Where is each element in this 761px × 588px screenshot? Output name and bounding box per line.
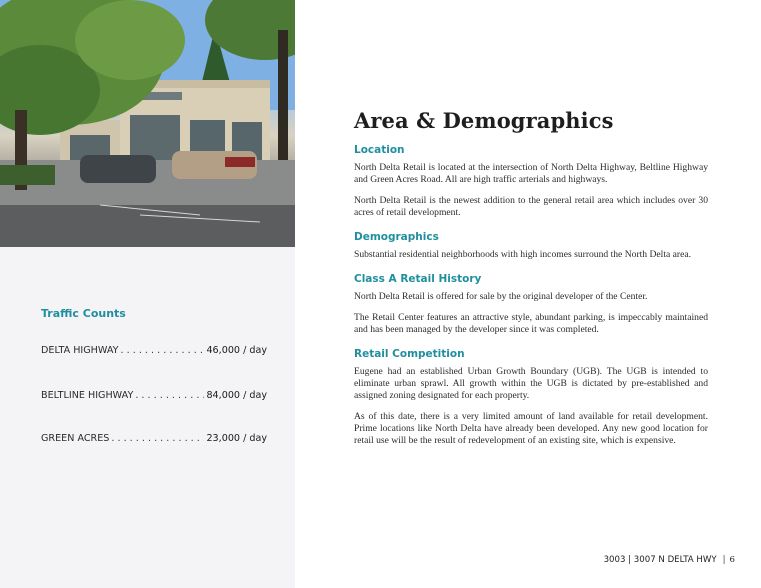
section-heading-demographics: Demographics	[354, 231, 439, 243]
dot-leader	[121, 345, 205, 356]
property-photo-illustration	[0, 0, 295, 247]
traffic-count-value: 46,000 / day	[206, 345, 267, 356]
section-heading-retail-competition: Retail Competition	[354, 348, 465, 360]
demographics-paragraph: Substantial residential neighborhoods with high incomes surround the North Delta area.	[354, 249, 692, 260]
traffic-row-green-acres	[41, 433, 267, 444]
section-heading-retail-history: Class A Retail History	[354, 273, 482, 285]
page-title: Area & Demographics	[354, 108, 614, 133]
traffic-row-delta-highway	[41, 345, 267, 356]
traffic-road-name: DELTA HIGHWAY	[41, 345, 119, 356]
traffic-counts-title: Traffic Counts	[41, 307, 126, 320]
location-paragraph-2: North Delta Retail is the newest addition to the general retail area which includes over 30 acres of retail development.	[354, 195, 708, 219]
retail-history-paragraph-1: North Delta Retail is offered for sale by the original developer of the Center.	[354, 291, 648, 302]
traffic-road-name: GREEN ACRES	[41, 433, 110, 444]
dot-leader	[135, 390, 204, 401]
footer-separator: |	[722, 555, 726, 565]
dot-leader	[111, 433, 204, 444]
location-paragraph-1: North Delta Retail is located at the intersection of North Delta Highway, Beltline Highway and Green Acres Road. All are high traffic arterials and highways.	[354, 162, 708, 186]
traffic-row-beltline-highway	[41, 390, 267, 401]
traffic-count-value: 23,000 / day	[206, 433, 267, 444]
retail-history-paragraph-2: The Retail Center features an attractive style, abundant parking, is impeccably maintained and has been managed by the developer since it was completed.	[354, 312, 708, 336]
retail-competition-paragraph-2: As of this date, there is a very limited amount of land available for retail development. Prime locations like North Delta have already been developed. Any new good location for retail use will be the result of redevelopment of an existing site, which is expensive.	[354, 411, 708, 447]
traffic-road-name: BELTLINE HIGHWAY	[41, 390, 134, 401]
traffic-count-value: 84,000 / day	[206, 390, 267, 401]
footer-address: 3003 | 3007 N DELTA HWY	[603, 555, 717, 565]
section-heading-location: Location	[354, 144, 405, 156]
left-panel	[0, 0, 295, 588]
page-footer	[604, 555, 735, 565]
page-number: 6	[729, 555, 735, 565]
property-photo	[0, 0, 295, 247]
retail-competition-paragraph-1: Eugene had an established Urban Growth Boundary (UGB). The UGB is intended to eliminate urban sprawl. All growth within the UGB is dictated by pre-established and assigned zoning designated for each property.	[354, 366, 708, 402]
